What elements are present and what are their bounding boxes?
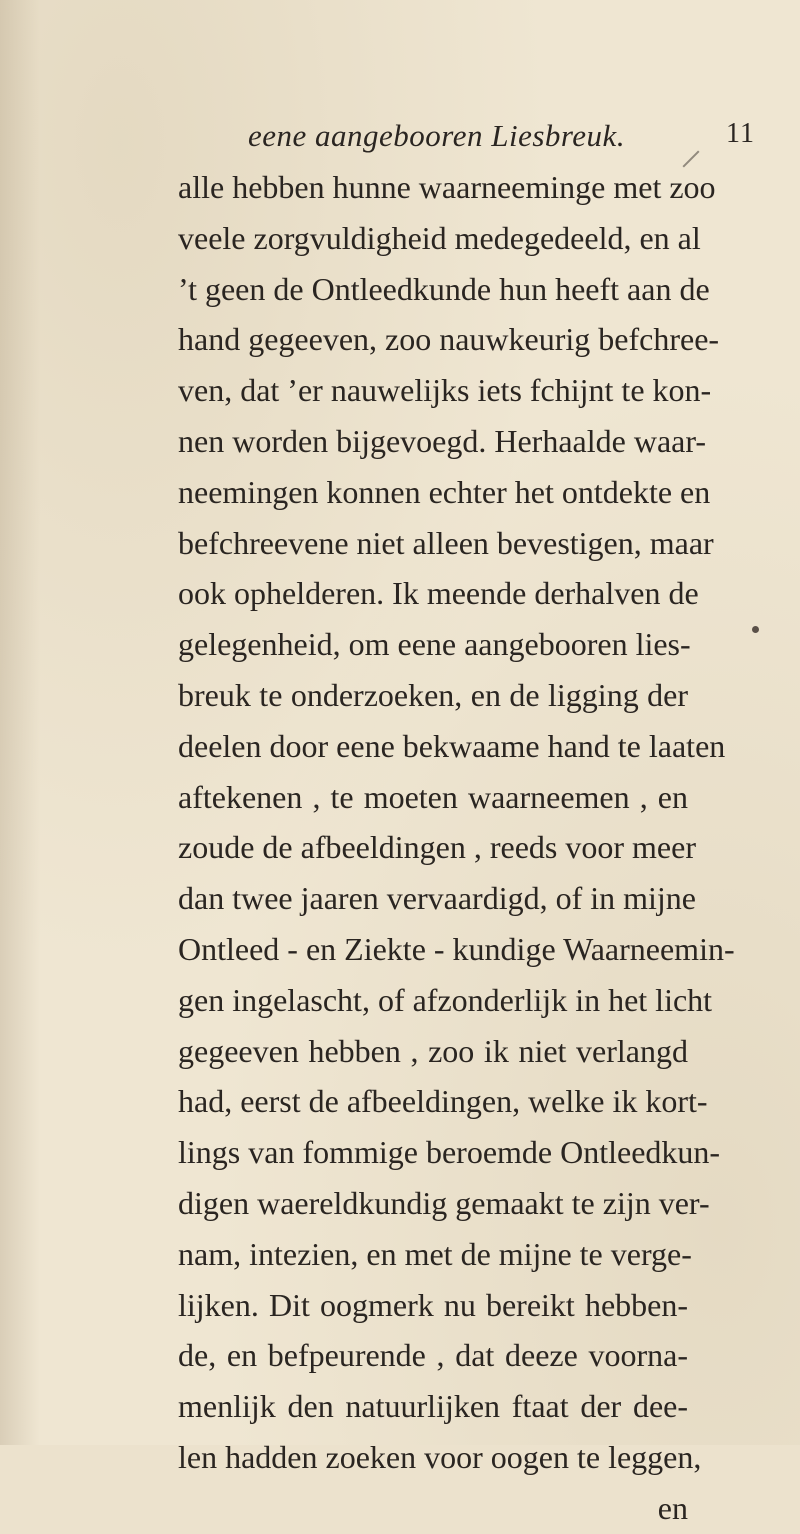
text-line: veele zorgvuldigheid medegedeeld, en al	[178, 219, 701, 256]
text-line: de, en befpeurende , dat deeze voorna-	[178, 1337, 688, 1374]
text-line: had, eerst de afbeeldingen, welke ik kort-	[178, 1083, 708, 1120]
text-line: befchreevene niet alleen bevestigen, maar	[178, 524, 714, 561]
text-line: gelegenheid, om eene aangebooren lies-	[178, 626, 691, 663]
text-line: gen ingelascht, of afzonderlijk in het licht	[178, 981, 713, 1018]
text-line: hand gegeeven, zoo nauwkeurig befchree-	[178, 321, 720, 358]
running-title: eene aangebooren Liesbreuk.	[248, 118, 626, 153]
text-line: ven, dat ’er nauwelijks iets fchijnt te kon-	[178, 372, 712, 409]
body-text	[178, 162, 735, 1534]
text-line: gegeeven hebben , zoo ik niet verlangd	[178, 1032, 688, 1069]
text-line: lings van fommige beroemde Ontleedkun-	[178, 1134, 721, 1171]
catchword: en	[657, 1489, 688, 1526]
text-line: alle hebben hunne waarneeminge met zoo	[178, 169, 716, 205]
text-line: lijken. Dit oogmerk nu bereikt hebben-	[178, 1286, 688, 1323]
text-line: deelen door eene bekwaame hand te laaten	[178, 727, 726, 764]
text-line: aftekenen , te moeten waarneemen , en	[178, 778, 688, 815]
page-number: 11	[726, 118, 755, 149]
text-line: ’t geen de Ontleedkunde hun heeft aan de	[178, 270, 710, 307]
text-line: nen worden bijgevoegd. Herhaalde waar-	[178, 422, 707, 459]
ink-dot	[752, 626, 759, 633]
page-header	[0, 118, 800, 158]
text-line: Ontleed - en Ziekte - kundige Waarneemin-	[178, 930, 735, 967]
text-line: menlijk den natuurlijken ftaat der dee-	[178, 1388, 688, 1425]
text-line: len hadden zoeken voor oogen te leggen,	[178, 1438, 702, 1475]
text-line: breuk te onderzoeken, en de ligging der	[178, 676, 688, 713]
text-line: digen waereldkundig gemaakt te zijn ver-	[178, 1184, 710, 1221]
text-line: neemingen konnen echter het ontdekte en	[178, 473, 711, 510]
text-line: zoude de afbeeldingen , reeds voor meer	[178, 829, 696, 866]
text-line: ook ophelderen. Ik meende derhalven de	[178, 575, 699, 612]
text-line: dan twee jaaren vervaardigd, of in mijne	[178, 880, 696, 917]
text-line: nam, intezien, en met de mijne te verge-	[178, 1235, 692, 1272]
